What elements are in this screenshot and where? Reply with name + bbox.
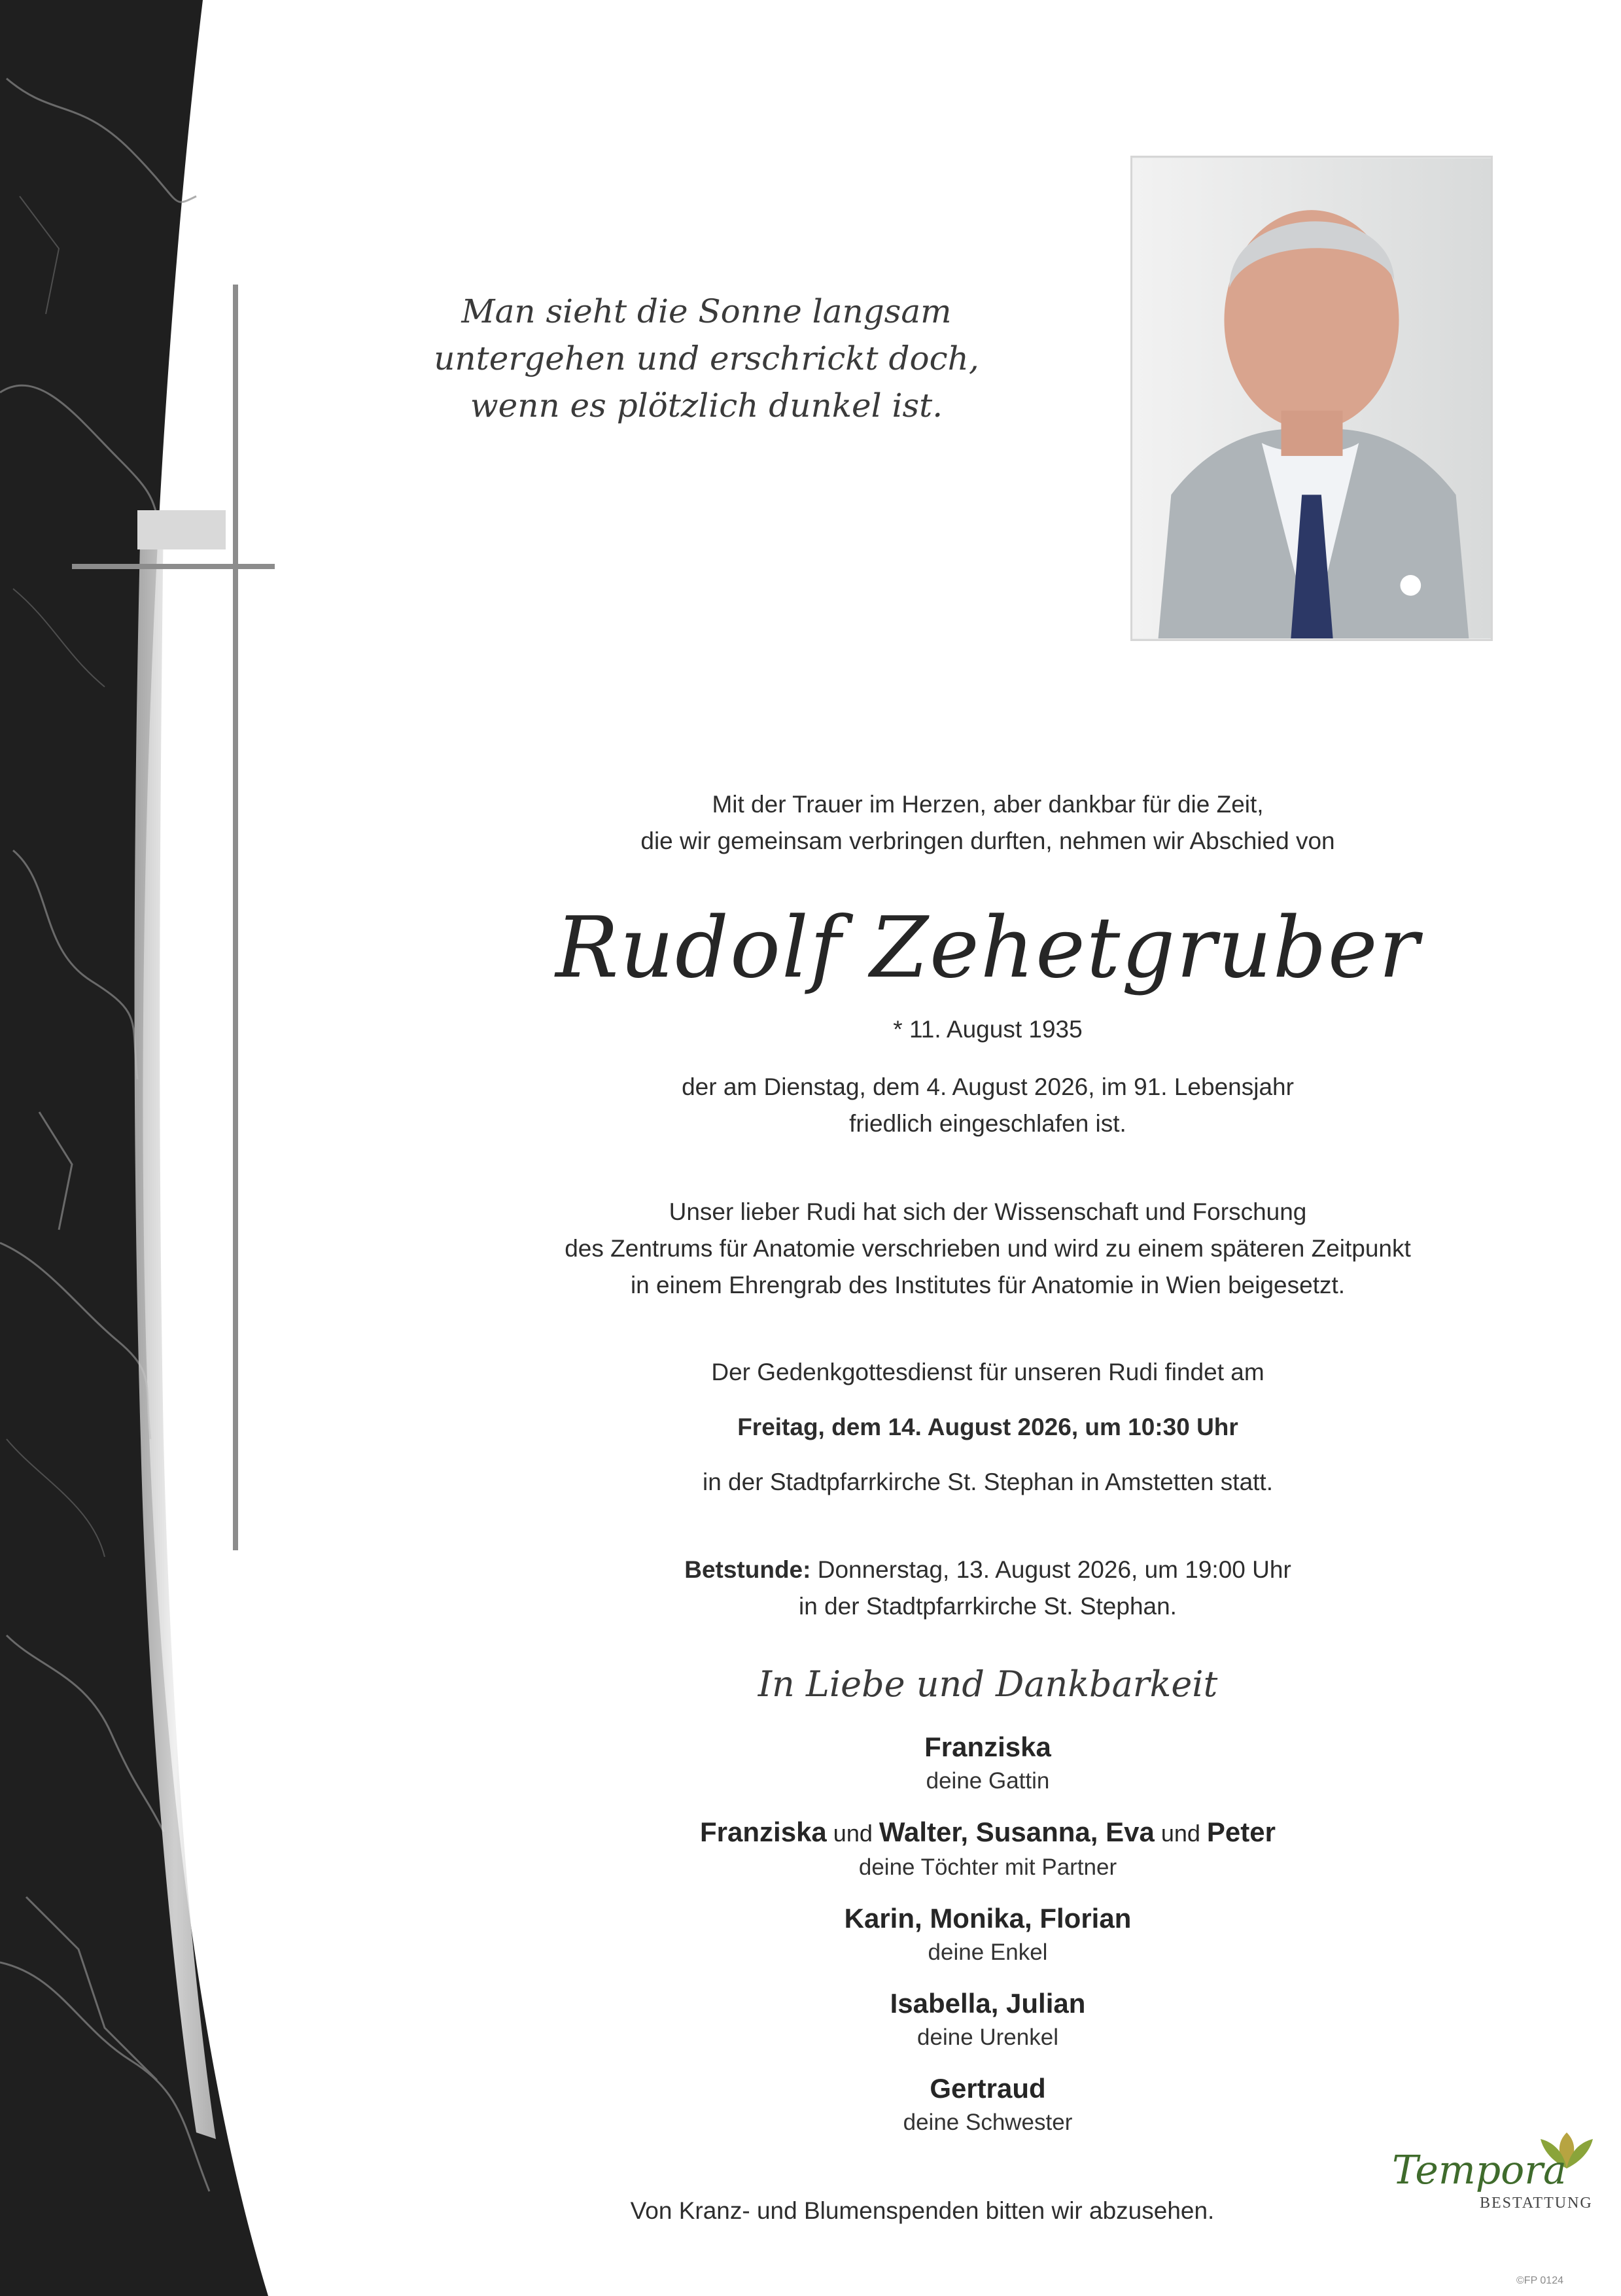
quote-line: untergehen und erschrickt doch,	[434, 339, 979, 377]
donation-line: in einem Ehrengrab des Institutes für Anatomie in Wien beigesetzt.	[630, 1272, 1346, 1298]
logo-name: Tempora	[1392, 2148, 1567, 2193]
family-sister-name: Gertraud	[930, 2073, 1046, 2104]
service-date: Freitag, dem 14. August 2026, um 10:30 Uhr	[737, 1414, 1238, 1440]
prayer-line-2: in der Stadtpfarrkirche St. Stephan.	[799, 1593, 1177, 1620]
quote-line: wenn es plötzlich dunkel ist.	[470, 387, 943, 425]
prayer-line-1: Donnerstag, 13. August 2026, um 19:00 Uhr	[811, 1556, 1291, 1583]
daughter-name: Walter, Susanna, Eva	[879, 1817, 1155, 1847]
closing-heading: In Liebe und Dankbarkeit	[758, 1663, 1218, 1705]
prayer-text	[458, 1552, 1518, 1625]
portrait-photo	[1130, 156, 1493, 641]
family-greatgrandchildren-names: Isabella, Julian	[890, 1988, 1086, 2019]
print-code: ©FP 0124	[1516, 2275, 1563, 2286]
marble-decoration	[0, 0, 275, 2296]
family-wife-role: deine Gattin	[926, 1768, 1050, 1794]
family-sister-role: deine Schwester	[903, 2110, 1073, 2135]
family-daughters-role: deine Töchter mit Partner	[858, 1854, 1117, 1880]
birth-date: * 11. August 1935	[893, 1016, 1083, 1043]
service-line-3: in der Stadtpfarrkirche St. Stephan in Amstetten statt.	[702, 1469, 1273, 1495]
family-list	[458, 1729, 1518, 2138]
conjunction: und	[1154, 1820, 1207, 1847]
intro-line: die wir gemeinsam verbringen durften, nehmen wir Abschied von	[640, 827, 1335, 854]
family-greatgrandchildren-role: deine Urenkel	[917, 2025, 1058, 2050]
death-text	[458, 1069, 1518, 1142]
footer-note: Von Kranz- und Blumenspenden bitten wir abzusehen.	[630, 2197, 1215, 2224]
donation-line: des Zentrums für Anatomie verschrieben und wird zu einem späteren Zeitpunkt	[565, 1235, 1411, 1262]
deceased-name: Rudolf Zehetgruber	[555, 899, 1420, 997]
service-line-1: Der Gedenkgottesdienst für unseren Rudi findet am	[711, 1359, 1264, 1385]
logo-subtitle: BESTATTUNG	[1480, 2195, 1593, 2212]
daughter-name: Peter	[1206, 1817, 1276, 1847]
quote-line: Man sieht die Sonne langsam	[461, 292, 952, 330]
donation-text	[458, 1194, 1518, 1304]
conjunction: und	[826, 1820, 879, 1847]
family-daughters-names	[458, 1814, 1518, 1852]
death-line: der am Dienstag, dem 4. August 2026, im 91. Lebensjahr	[682, 1073, 1294, 1100]
daughter-name: Franziska	[700, 1817, 827, 1847]
intro-line: Mit der Trauer im Herzen, aber dankbar für die Zeit,	[712, 791, 1264, 818]
family-grandchildren-role: deine Enkel	[928, 1939, 1048, 1965]
donation-line: Unser lieber Rudi hat sich der Wissenschaft und Forschung	[669, 1198, 1307, 1225]
death-line: friedlich eingeschlafen ist.	[849, 1110, 1126, 1137]
funeral-home-logo	[1387, 2129, 1603, 2214]
prayer-label: Betstunde:	[684, 1556, 811, 1583]
quote	[379, 288, 1034, 429]
family-grandchildren-names: Karin, Monika, Florian	[844, 1903, 1132, 1934]
intro-text	[458, 786, 1518, 860]
family-wife-name: Franziska	[924, 1731, 1051, 1762]
